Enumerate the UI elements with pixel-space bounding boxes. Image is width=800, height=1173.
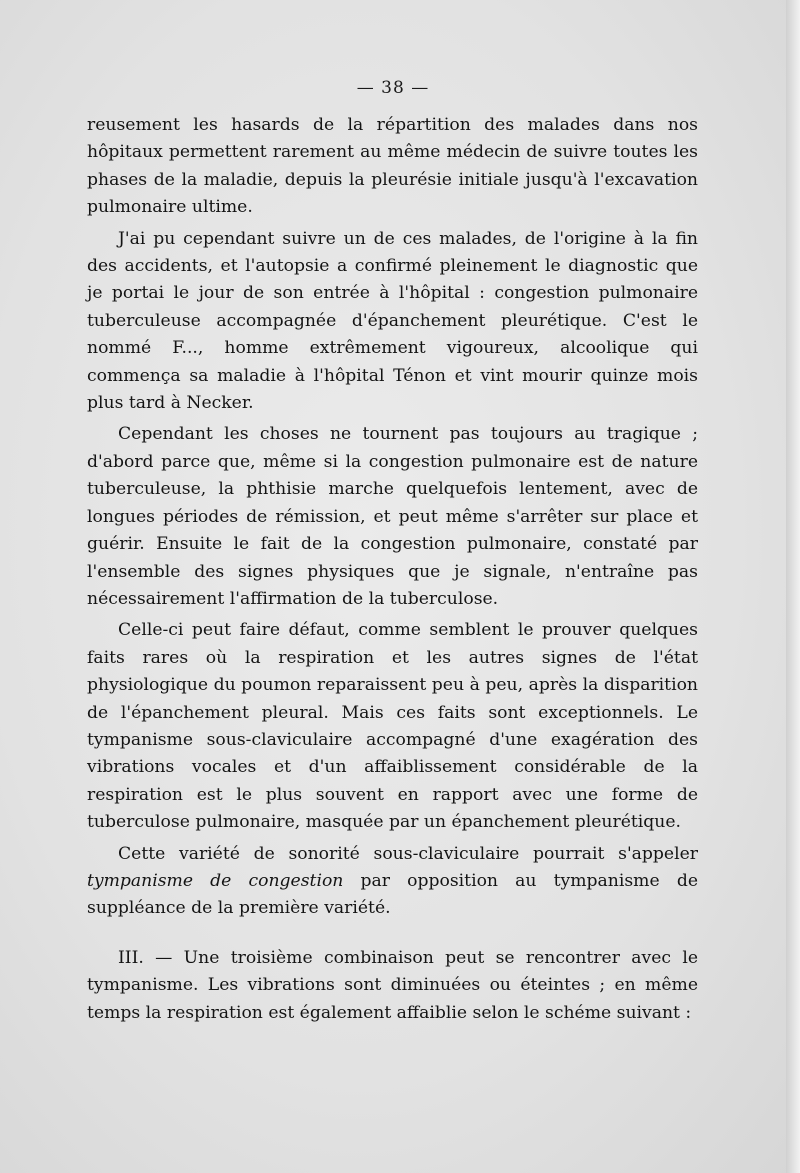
paragraph-autopsy-case: J'ai pu cependant suivre un de ces malades, de l'origine à la fin des accidents, et l'autopsie a confirmé pleinement le diagnostic que je portai le jour de son entrée à l'hôpital : congestion pulmonaire tuberculeuse accompagnée d'épanchement pleurétique. C'est le nommé F..., homme extrêmement vigoureux, alcoolique qui commença sa maladie à l'hôpital Ténon et vint mourir quinze mois plus tard à Necker. (87, 228, 698, 414)
page-number: — 38 — (356, 78, 430, 98)
paragraph-text-after: par opposition au tympanisme de suppléance de la première variété. (87, 870, 698, 919)
body-text (87, 112, 698, 1027)
paragraph-exceptions: Celle-ci peut faire défaut, comme semblent le prouver quelques faits rares où la respiration et les autres signes de l'état physiologique du poumon reparaissent peu à peu, après la disparition de l'épanchement pleural. Mais ces faits sont exceptionnels. Le tympanisme sous-claviculaire accompagné d'une exagération des vibrations vocales et d'un affaiblissement considérable de la respiration est le plus souvent en rapport avec une forme de tuberculose pulmonaire, masquée par un épanchement pleurétique. (87, 620, 698, 833)
paragraph-tympanisme-congestion (87, 841, 698, 923)
paragraph-remission: Cependant les choses ne tournent pas toujours au tragique ; d'abord parce que, même si la congestion pulmonaire est de nature tuberculeuse, la phthisie marche quelquefois lentement, avec de longues périodes de rémission, et peut même s'arrêter sur place et guérir. Ensuite le fait de la congestion pulmonaire, constaté par l'ensemble des signes physiques que je signale, n'entraîne pas nécessairement l'affirmation de la tuberculose. (87, 424, 698, 609)
paragraph-text-before: Cette variété de sonorité sous-claviculaire pourrait s'appeler (118, 843, 698, 864)
italic-term: tympanisme de congestion (87, 870, 344, 891)
page-edge-shadow (786, 0, 800, 1173)
paragraph-third-combination: III. — Une troisième combinaison peut se rencontrer avec le tympanisme. Les vibrations sont diminuées ou éteintes ; en même temps la respiration est également affaiblie selon le schéme suivant : (87, 947, 698, 1023)
paragraph-continuation: reusement les hasards de la répartition des malades dans nos hôpitaux permettent rarement au même médecin de suivre toutes les phases de la maladie, depuis la pleurésie initiale jusqu'à l'excavation pulmonaire ultime. (87, 115, 698, 218)
